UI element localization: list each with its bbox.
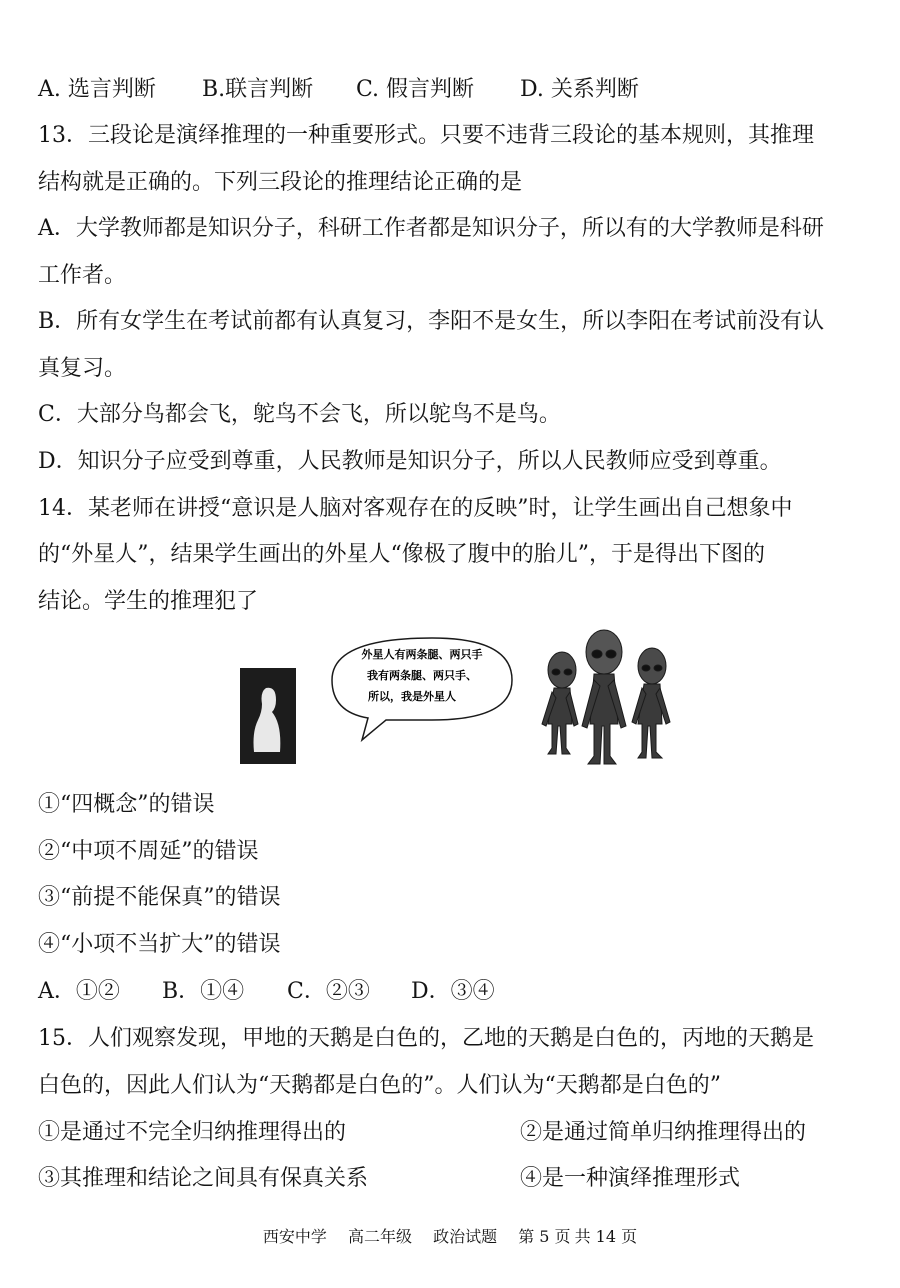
footer-total: 共 14 页 [574,1227,638,1246]
q15-item-2: ②是通过简单归纳推理得出的 [520,1120,807,1145]
q14-stem-line1: 14．某老师在讲授“意识是人脑对客观存在的反映”时，让学生画出自己想象中 [38,496,793,521]
q14-item-4: ④“小项不当扩大”的错误 [38,932,281,957]
q14-option-d: D．③④ [411,979,495,1004]
q12-option-b: B.联言判断 [202,77,314,102]
q14-stem-line2: 的“外星人”，结果学生画出的外星人“像极了腹中的胎儿”，于是得出下图的 [38,542,765,567]
bubble-line-1: 外星人有两条腿、两只手 [361,648,483,661]
q14-item-3: ③“前提不能保真”的错误 [38,885,281,910]
q15-stem-line1: 15．人们观察发现，甲地的天鹅是白色的，乙地的天鹅是白色的，丙地的天鹅是 [38,1026,814,1051]
alien-reasoning-figure [236,628,696,778]
footer-subject: 政治试题 [433,1227,498,1246]
q15-item-3: ③其推理和结论之间具有保真关系 [38,1166,369,1191]
q14-stem-line3: 结论。学生的推理犯了 [38,589,259,614]
q13-stem-line2: 结构就是正确的。下列三段论的推理结论正确的是 [38,170,523,195]
bubble-line-3: 所以，我是外星人 [368,690,456,703]
page-footer [0,1226,900,1248]
q13-option-a-line1: A．大学教师都是知识分子，科研工作者都是知识分子，所以有的大学教师是科研 [38,216,824,241]
q13-option-c: C．大部分鸟都会飞，鸵鸟不会飞，所以鸵鸟不是鸟。 [38,402,561,427]
q13-option-b-line2: 真复习。 [38,356,127,381]
aliens-illustration [542,630,670,764]
footer-grade: 高二年级 [347,1227,412,1246]
q12-option-c: C. 假言判断 [356,77,475,102]
q15-item-1: ①是通过不完全归纳推理得出的 [38,1120,347,1145]
q14-option-b: B．①④ [162,979,245,1004]
q15-stem-line2: 白色的，因此人们认为“天鹅都是白色的”。人们认为“天鹅都是白色的” [38,1073,721,1098]
bubble-line-2: 我有两条腿、两只手、 [367,669,477,682]
q12-option-a: A. 选言判断 [38,77,156,102]
q13-option-b-line1: B．所有女学生在考试前都有认真复习，李阳不是女生，所以李阳在考试前没有认 [38,309,825,334]
q14-option-c: C．②③ [287,979,370,1004]
q13-option-a-line2: 工作者。 [38,263,127,288]
q13-option-d: D．知识分子应受到尊重，人民教师是知识分子，所以人民教师应受到尊重。 [38,449,782,474]
q14-option-a: A．①② [38,979,120,1004]
q15-item-4: ④是一种演绎推理形式 [520,1166,741,1191]
q12-option-d: D. 关系判断 [520,77,639,102]
q14-item-2: ②“中项不周延”的错误 [38,839,259,864]
footer-page: 第 5 页 [518,1227,571,1246]
q13-stem-line1: 13．三段论是演绎推理的一种重要形式。只要不违背三段论的基本规则，其推理 [38,123,814,148]
q14-item-1: ①“四概念”的错误 [38,792,215,817]
footer-school: 西安中学 [262,1227,327,1246]
